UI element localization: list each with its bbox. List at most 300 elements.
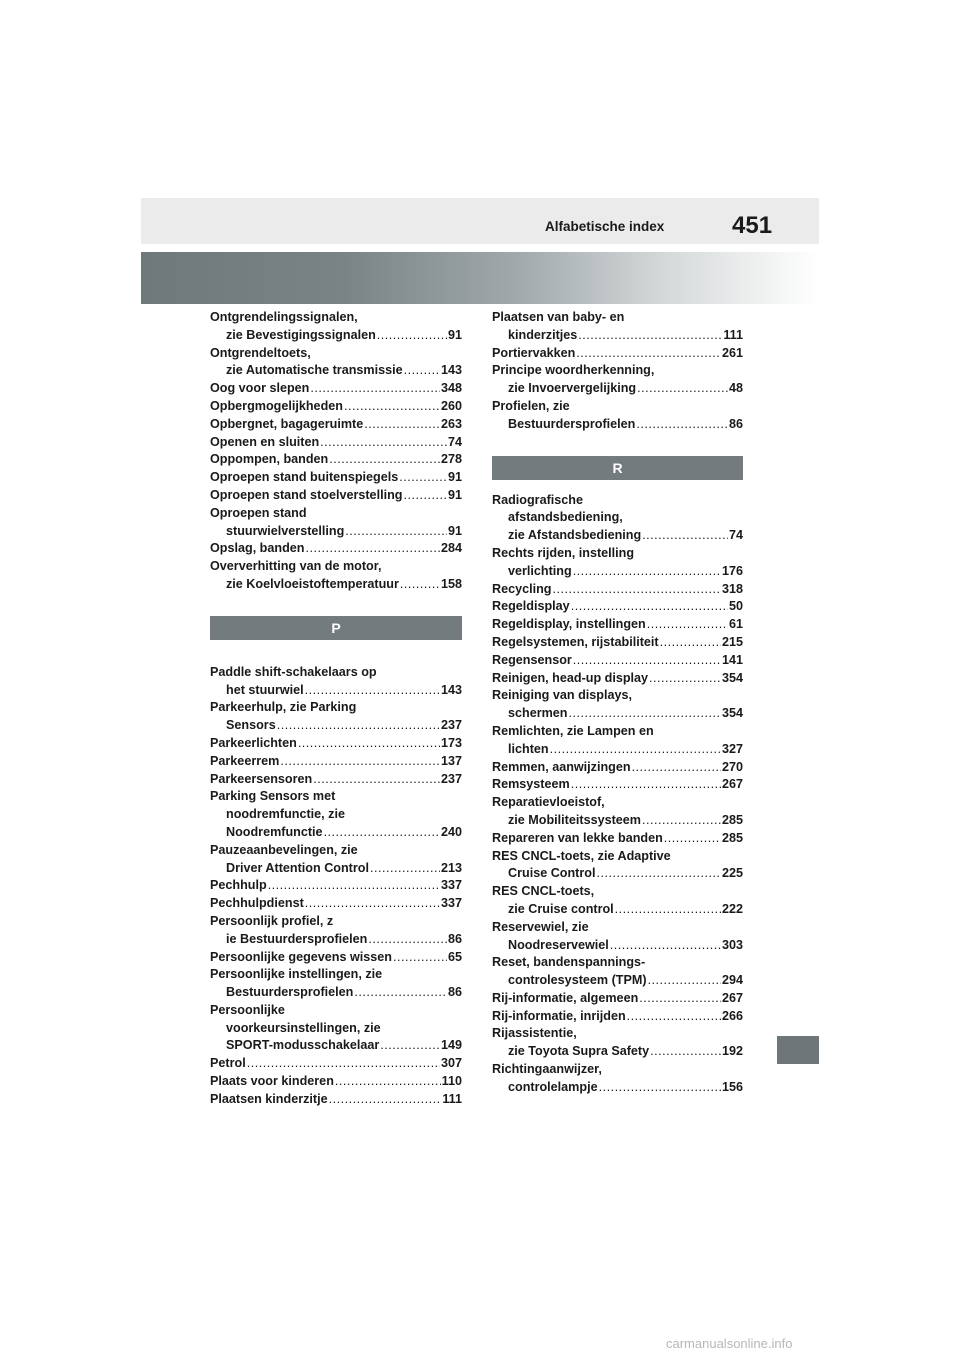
index-entry-text: Openen en sluiten bbox=[210, 434, 320, 449]
dot-leader bbox=[329, 451, 440, 469]
dot-leader bbox=[639, 990, 721, 1008]
index-page-number: 149 bbox=[440, 1038, 462, 1053]
index-page-number: 285 bbox=[721, 812, 743, 827]
index-entry-line bbox=[210, 771, 462, 789]
decorative-gradient-bar bbox=[141, 252, 819, 304]
index-entry bbox=[210, 771, 462, 789]
index-entry-line bbox=[210, 682, 462, 700]
dot-leader bbox=[324, 824, 440, 842]
index-entry-text: Recycling bbox=[492, 581, 552, 596]
index-entry-line bbox=[492, 563, 743, 581]
index-entry-line bbox=[492, 492, 743, 510]
index-page-number: 267 bbox=[721, 777, 743, 792]
index-entry-line bbox=[210, 380, 462, 398]
index-entry-text: Oog voor slepen bbox=[210, 381, 310, 396]
dot-leader bbox=[377, 327, 447, 345]
index-entry-line bbox=[492, 990, 743, 1008]
index-entry bbox=[210, 895, 462, 913]
index-page-number: 267 bbox=[721, 990, 743, 1005]
index-entry bbox=[492, 723, 743, 759]
index-page-number: 91 bbox=[447, 327, 462, 342]
index-entry-line bbox=[492, 634, 743, 652]
index-entry bbox=[492, 670, 743, 688]
index-page-number: 278 bbox=[440, 452, 462, 467]
index-entry-text: Opbergmogelijkheden bbox=[210, 398, 343, 413]
index-entry-text: Regensensor bbox=[492, 652, 572, 667]
index-entry-line bbox=[210, 895, 462, 913]
index-page-number: 61 bbox=[728, 617, 743, 632]
index-entry-text: Driver Attention Control bbox=[226, 860, 369, 875]
index-entry-line bbox=[492, 1025, 743, 1043]
page-number: 451 bbox=[732, 212, 773, 239]
index-entry-line bbox=[210, 487, 462, 505]
index-entry-text: Parkeerlichten bbox=[210, 735, 297, 750]
index-entry bbox=[492, 794, 743, 830]
index-entry-text: Radiografische bbox=[492, 492, 583, 507]
index-entry-text: Opbergnet, bagageruimte bbox=[210, 416, 364, 431]
index-column-right bbox=[492, 309, 743, 1097]
index-entry-line bbox=[492, 670, 743, 688]
index-entry-text: Parkeerhulp, zie Parking bbox=[210, 700, 357, 715]
dot-leader bbox=[571, 776, 721, 794]
index-entry-text: het stuurwiel bbox=[226, 682, 304, 697]
index-entry-text: Oproepen stand stoelverstelling bbox=[210, 487, 403, 502]
index-page-number: 111 bbox=[723, 327, 743, 342]
dot-leader bbox=[403, 487, 447, 505]
index-entry-text: Reiniging van displays, bbox=[492, 688, 632, 703]
index-page-number: 348 bbox=[440, 381, 462, 396]
index-entry bbox=[492, 398, 743, 434]
dot-leader bbox=[664, 830, 721, 848]
index-page-number: 213 bbox=[440, 860, 462, 875]
dot-leader bbox=[599, 1079, 721, 1097]
index-entry-line bbox=[210, 842, 462, 860]
index-entry bbox=[492, 883, 743, 919]
index-page-number: 225 bbox=[721, 866, 743, 881]
dot-leader bbox=[596, 865, 721, 883]
index-entry bbox=[210, 877, 462, 895]
index-entry-text: Rechts rijden, instelling bbox=[492, 545, 635, 560]
index-entry-line bbox=[492, 954, 743, 972]
dot-leader bbox=[404, 362, 440, 380]
index-entry-text: Pechhulp bbox=[210, 878, 267, 893]
section-title: Alfabetische index bbox=[545, 219, 665, 234]
index-page-number: 318 bbox=[721, 581, 743, 596]
index-page-number: 158 bbox=[440, 576, 462, 591]
index-page-number: 91 bbox=[447, 523, 462, 538]
dot-leader bbox=[364, 416, 440, 434]
index-entry-text: voorkeursinstellingen, zie bbox=[226, 1020, 381, 1035]
index-entry-line bbox=[492, 616, 743, 634]
index-entry-line bbox=[210, 434, 462, 452]
index-entry bbox=[210, 735, 462, 753]
index-entry-line bbox=[492, 398, 743, 416]
index-entry-line bbox=[210, 416, 462, 434]
index-page-number: 285 bbox=[721, 830, 743, 845]
index-entry bbox=[210, 505, 462, 541]
index-entry-text: Plaatsen van baby- en bbox=[492, 310, 625, 324]
index-entry-line bbox=[492, 545, 743, 563]
index-entry bbox=[210, 451, 462, 469]
index-entry-text: ie Bestuurdersprofielen bbox=[226, 931, 368, 946]
index-entry-text: noodremfunctie, zie bbox=[226, 807, 345, 822]
index-page-number: 74 bbox=[728, 528, 743, 543]
index-entry bbox=[492, 830, 743, 848]
dot-leader bbox=[573, 652, 721, 670]
index-entry-text: schermen bbox=[508, 706, 568, 721]
index-page-number: 48 bbox=[728, 381, 743, 396]
index-entry-line bbox=[492, 901, 743, 919]
index-entry-line bbox=[492, 327, 743, 345]
index-entry-text: controlelampje bbox=[508, 1079, 598, 1094]
index-entry bbox=[492, 759, 743, 777]
index-entry bbox=[492, 652, 743, 670]
index-page-number: 65 bbox=[447, 949, 462, 964]
index-entry-line bbox=[492, 687, 743, 705]
chapter-thumb-tab bbox=[777, 1036, 819, 1064]
index-column-left bbox=[210, 309, 462, 1109]
index-entry-line bbox=[492, 309, 743, 327]
index-entry-line bbox=[210, 949, 462, 967]
index-entry bbox=[210, 398, 462, 416]
index-entry-text: Opslag, banden bbox=[210, 541, 305, 556]
index-page-number: 237 bbox=[440, 718, 462, 733]
index-entry-line bbox=[210, 860, 462, 878]
index-entry bbox=[492, 1008, 743, 1026]
dot-leader bbox=[305, 682, 440, 700]
index-page-number: 337 bbox=[440, 878, 462, 893]
dot-leader bbox=[578, 327, 722, 345]
index-page-number: 222 bbox=[721, 901, 743, 916]
index-page-number: 143 bbox=[440, 682, 462, 697]
index-page-number: 215 bbox=[721, 634, 743, 649]
dot-leader bbox=[627, 1008, 721, 1026]
index-page-number: 111 bbox=[442, 1091, 462, 1106]
index-entry-line bbox=[210, 1073, 462, 1091]
watermark: carmanualsonline.info bbox=[666, 1336, 793, 1351]
index-entry bbox=[210, 309, 462, 345]
index-entry-line bbox=[492, 652, 743, 670]
index-entry-line bbox=[492, 883, 743, 901]
index-entry-text: Ontgrendeltoets, bbox=[210, 345, 311, 360]
index-entry-line bbox=[210, 966, 462, 984]
dot-leader bbox=[553, 581, 721, 599]
index-entry bbox=[210, 913, 462, 949]
index-entry-text: Reservewiel, zie bbox=[492, 919, 589, 934]
index-page-number: 237 bbox=[440, 771, 462, 786]
dot-leader bbox=[320, 434, 447, 452]
index-entry-line bbox=[492, 972, 743, 990]
index-entry bbox=[210, 966, 462, 1002]
index-entry-line bbox=[210, 309, 462, 327]
index-entry-line bbox=[210, 931, 462, 949]
dot-leader bbox=[632, 759, 721, 777]
index-entry-text: Parking Sensors met bbox=[210, 789, 336, 804]
index-entry-text: Regeldisplay, instellingen bbox=[492, 617, 646, 632]
index-entry-text: zie Koelvloeistoftemperatuur bbox=[226, 576, 399, 591]
index-entry-text: RES CNCL-toets, bbox=[492, 884, 595, 899]
index-entry-text: Oververhitting van de motor, bbox=[210, 559, 382, 574]
index-entry-text: Plaats voor kinderen bbox=[210, 1074, 334, 1089]
index-page-number: 354 bbox=[721, 670, 743, 685]
index-entry-line bbox=[492, 1061, 743, 1079]
index-entry bbox=[492, 1061, 743, 1097]
index-entry-line bbox=[210, 984, 462, 1002]
index-entry-line bbox=[210, 664, 462, 682]
dot-leader bbox=[380, 1037, 440, 1055]
dot-leader bbox=[576, 345, 721, 363]
index-page-number: 110 bbox=[441, 1074, 462, 1089]
index-entry-text: Richtingaanwijzer, bbox=[492, 1062, 602, 1077]
index-entry bbox=[492, 545, 743, 581]
index-page-number: 143 bbox=[440, 363, 462, 378]
index-entry-line bbox=[210, 877, 462, 895]
index-page-number: 141 bbox=[721, 652, 743, 667]
index-page-number: 192 bbox=[721, 1044, 743, 1059]
index-entry bbox=[492, 492, 743, 545]
index-entry bbox=[492, 1025, 743, 1061]
index-entry bbox=[492, 919, 743, 955]
index-entry-text: Petrol bbox=[210, 1056, 246, 1071]
index-entry-line bbox=[492, 1079, 743, 1097]
index-page-number: 91 bbox=[447, 487, 462, 502]
index-entry-line bbox=[210, 362, 462, 380]
dot-leader bbox=[354, 984, 447, 1002]
index-entry-text: Persoonlijke instellingen, zie bbox=[210, 967, 383, 982]
index-entry-text: Sensors bbox=[226, 718, 276, 733]
index-entry-text: Remmen, aanwijzingen bbox=[492, 759, 631, 774]
index-entry-text: Bestuurdersprofielen bbox=[508, 416, 636, 431]
index-page-number: 173 bbox=[440, 735, 462, 750]
index-entry-text: Rij-informatie, algemeen bbox=[492, 990, 639, 1005]
index-entry-line bbox=[210, 327, 462, 345]
index-entry-text: Noodremfunctie bbox=[226, 824, 323, 839]
index-entry bbox=[210, 434, 462, 452]
index-entry-text: Repareren van lekke banden bbox=[492, 830, 663, 845]
index-entry bbox=[210, 949, 462, 967]
index-entry-text: afstandsbediening, bbox=[508, 510, 623, 525]
dot-leader bbox=[569, 705, 721, 723]
index-entry-line bbox=[492, 741, 743, 759]
index-entry bbox=[492, 616, 743, 634]
dot-leader bbox=[615, 901, 721, 919]
index-entry-text: Ontgrendelingssignalen, bbox=[210, 310, 358, 324]
index-entry bbox=[492, 954, 743, 990]
index-page-number: 303 bbox=[721, 937, 743, 952]
index-entry-text: Cruise Control bbox=[508, 866, 596, 881]
index-entry-text: lichten bbox=[508, 741, 549, 756]
dot-leader bbox=[247, 1055, 440, 1073]
index-entry-line bbox=[210, 576, 462, 594]
index-entry bbox=[210, 1073, 462, 1091]
index-entry-line bbox=[210, 1091, 462, 1109]
index-entry-text: Persoonlijk profiel, z bbox=[210, 913, 334, 928]
index-entry bbox=[210, 1002, 462, 1055]
index-entry-line bbox=[210, 735, 462, 753]
index-entry-line bbox=[492, 830, 743, 848]
index-entry-text: Parkeerrem bbox=[210, 753, 280, 768]
index-page-number: 74 bbox=[447, 434, 462, 449]
index-entry bbox=[492, 362, 743, 398]
dot-leader bbox=[400, 576, 440, 594]
dot-leader bbox=[344, 398, 440, 416]
index-entry-text: kinderzitjes bbox=[508, 327, 578, 342]
dot-leader bbox=[305, 540, 440, 558]
index-entry-line bbox=[492, 509, 743, 527]
dot-leader bbox=[335, 1073, 441, 1091]
index-entry-line bbox=[210, 1002, 462, 1020]
index-entry-text: Portiervakken bbox=[492, 345, 576, 360]
index-entry-line bbox=[492, 1043, 743, 1061]
index-entry bbox=[492, 990, 743, 1008]
dot-leader bbox=[277, 717, 440, 735]
index-page-number: 261 bbox=[721, 345, 743, 360]
index-entry-text: Oproepen stand bbox=[210, 505, 307, 520]
index-entry-line bbox=[492, 380, 743, 398]
dot-leader bbox=[345, 523, 447, 541]
index-entry-text: stuurwielverstelling bbox=[226, 523, 345, 538]
index-entry-line bbox=[210, 1055, 462, 1073]
index-entry-line bbox=[492, 776, 743, 794]
index-entry-line bbox=[492, 362, 743, 380]
index-entry-line bbox=[492, 759, 743, 777]
dot-leader bbox=[642, 527, 728, 545]
index-entry bbox=[492, 309, 743, 345]
index-entry bbox=[210, 664, 462, 700]
index-entry-text: zie Toyota Supra Safety bbox=[508, 1044, 650, 1059]
index-entry bbox=[492, 581, 743, 599]
index-entry bbox=[210, 345, 462, 381]
index-entry bbox=[492, 598, 743, 616]
index-entry bbox=[210, 1091, 462, 1109]
index-entry-text: Rijassistentie, bbox=[492, 1026, 577, 1041]
index-entry bbox=[492, 687, 743, 723]
dot-leader bbox=[399, 469, 447, 487]
index-entry-line bbox=[210, 345, 462, 363]
dot-leader bbox=[393, 949, 447, 967]
index-entry-line bbox=[210, 824, 462, 842]
index-entry-line bbox=[492, 723, 743, 741]
dot-leader bbox=[310, 380, 440, 398]
index-entry-line bbox=[492, 345, 743, 363]
index-entry-line bbox=[492, 705, 743, 723]
index-entry-text: zie Invoervergelijking bbox=[508, 381, 637, 396]
letter-heading-p: P bbox=[210, 616, 462, 640]
dot-leader bbox=[649, 670, 721, 688]
index-entry-text: SPORT-modusschakelaar bbox=[226, 1038, 380, 1053]
dot-leader bbox=[368, 931, 447, 949]
index-entry-text: Remsysteem bbox=[492, 777, 570, 792]
index-entry-line bbox=[492, 527, 743, 545]
index-entry-line bbox=[492, 865, 743, 883]
dot-leader bbox=[298, 735, 440, 753]
index-entry-text: Oproepen stand buitenspiegels bbox=[210, 470, 399, 485]
index-entry-text: Rij-informatie, inrijden bbox=[492, 1008, 626, 1023]
index-entry-line bbox=[210, 540, 462, 558]
dot-leader bbox=[573, 563, 721, 581]
index-entry-line bbox=[210, 558, 462, 576]
index-page-number: 91 bbox=[447, 470, 462, 485]
dot-leader bbox=[268, 877, 440, 895]
index-page-number: 137 bbox=[440, 753, 462, 768]
index-entry-text: zie Cruise control bbox=[508, 901, 614, 916]
index-page-number: 294 bbox=[721, 973, 743, 988]
dot-leader bbox=[610, 937, 721, 955]
dot-leader bbox=[642, 812, 721, 830]
index-entry-text: zie Automatische transmissie bbox=[226, 363, 403, 378]
index-entry-text: Persoonlijke bbox=[210, 1002, 285, 1017]
index-page-number: 176 bbox=[721, 563, 743, 578]
index-entry-line bbox=[210, 451, 462, 469]
index-entry-text: Bestuurdersprofielen bbox=[226, 985, 354, 1000]
index-page-number: 156 bbox=[721, 1079, 743, 1094]
index-entry-line bbox=[210, 788, 462, 806]
index-page-number: 50 bbox=[728, 599, 743, 614]
index-entry bbox=[210, 487, 462, 505]
index-page-number: 307 bbox=[440, 1056, 462, 1071]
dot-leader bbox=[280, 753, 440, 771]
index-entry bbox=[492, 776, 743, 794]
header-band bbox=[141, 198, 819, 244]
index-entry-line bbox=[492, 581, 743, 599]
dot-leader bbox=[305, 895, 440, 913]
index-page-number: 327 bbox=[721, 741, 743, 756]
index-entry-text: Profielen, zie bbox=[492, 398, 570, 413]
index-entry bbox=[210, 540, 462, 558]
index-page-number: 240 bbox=[440, 824, 462, 839]
index-entry-line bbox=[492, 812, 743, 830]
index-entry-text: Reparatievloeistof, bbox=[492, 795, 605, 810]
dot-leader bbox=[370, 860, 440, 878]
index-page-number: 284 bbox=[440, 541, 462, 556]
dot-leader bbox=[650, 1043, 721, 1061]
index-page-number: 260 bbox=[440, 398, 462, 413]
index-entry-text: Persoonlijke gegevens wissen bbox=[210, 949, 392, 964]
index-entry bbox=[210, 380, 462, 398]
index-entry bbox=[210, 558, 462, 594]
index-entry-line bbox=[210, 469, 462, 487]
dot-leader bbox=[647, 616, 728, 634]
index-page-number: 86 bbox=[728, 416, 743, 431]
index-entry-text: zie Afstandsbediening bbox=[508, 528, 642, 543]
index-entry-line bbox=[210, 1020, 462, 1038]
index-entry-line bbox=[492, 598, 743, 616]
index-entry-text: Regeldisplay bbox=[492, 599, 570, 614]
index-entry-line bbox=[210, 1037, 462, 1055]
index-entry-line bbox=[210, 753, 462, 771]
index-entry-text: zie Mobiliteitssysteem bbox=[508, 812, 641, 827]
index-entry-text: Paddle shift-schakelaars op bbox=[210, 664, 377, 679]
index-entry-line bbox=[492, 919, 743, 937]
dot-leader bbox=[648, 972, 721, 990]
index-entry-text: verlichting bbox=[508, 563, 572, 578]
dot-leader bbox=[313, 771, 440, 789]
index-page-number: 266 bbox=[721, 1008, 743, 1023]
index-entry-text: Noodreservewiel bbox=[508, 937, 609, 952]
dot-leader bbox=[637, 380, 728, 398]
index-entry bbox=[210, 699, 462, 735]
index-entry-line bbox=[492, 416, 743, 434]
index-entry-line bbox=[210, 806, 462, 824]
index-entry-text: Regelsystemen, rijstabiliteit bbox=[492, 634, 659, 649]
index-entry-line bbox=[210, 398, 462, 416]
index-entry bbox=[210, 842, 462, 878]
index-page-number: 263 bbox=[440, 416, 462, 431]
dot-leader bbox=[660, 634, 721, 652]
index-entry-text: Plaatsen kinderzitje bbox=[210, 1091, 328, 1106]
dot-leader bbox=[329, 1091, 442, 1109]
index-entry bbox=[492, 345, 743, 363]
